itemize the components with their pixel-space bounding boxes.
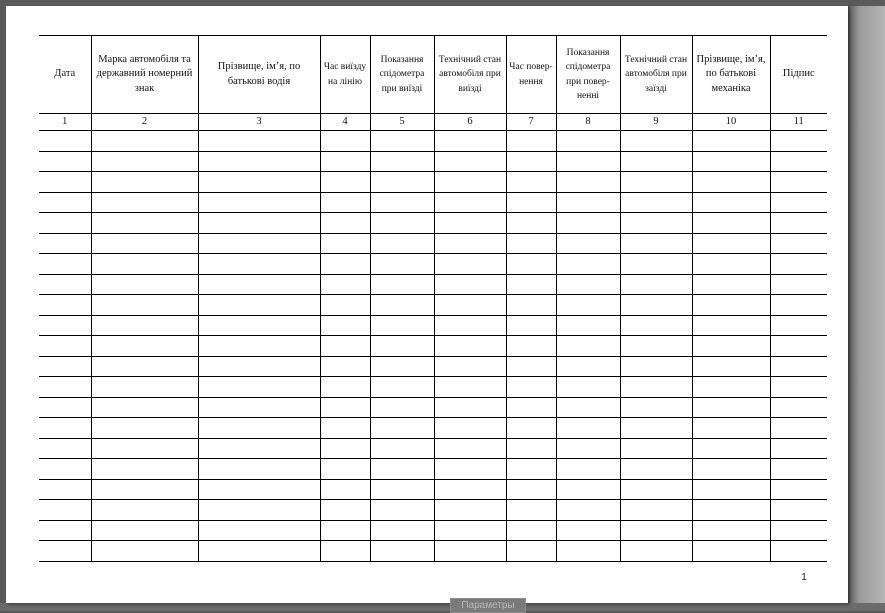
table-cell — [39, 233, 91, 254]
table-cell — [39, 213, 91, 234]
table-cell — [434, 274, 506, 295]
table-cell — [692, 356, 770, 377]
table-cell — [434, 254, 506, 275]
table-cell — [620, 418, 692, 439]
table-cell — [434, 295, 506, 316]
table-cell — [91, 213, 198, 234]
table-cell — [434, 397, 506, 418]
table-cell — [370, 459, 434, 480]
table-cell — [556, 295, 620, 316]
table-cell — [198, 520, 320, 541]
table-row — [39, 192, 827, 213]
table-cell — [692, 172, 770, 193]
table-cell — [198, 500, 320, 521]
column-number: 5 — [370, 114, 434, 131]
table-cell — [556, 479, 620, 500]
table-cell — [770, 254, 827, 275]
table-cell — [39, 500, 91, 521]
table-cell — [620, 233, 692, 254]
table-row — [39, 336, 827, 357]
table-cell — [91, 131, 198, 152]
table-cell — [370, 131, 434, 152]
table-cell — [692, 500, 770, 521]
table-row — [39, 418, 827, 439]
table-cell — [556, 397, 620, 418]
table-row — [39, 131, 827, 152]
table-cell — [198, 418, 320, 439]
column-number: 11 — [770, 114, 827, 131]
column-header-condition-return: Технічний стан автомобіля при заїзді — [620, 36, 692, 114]
table-cell — [620, 192, 692, 213]
table-cell — [198, 377, 320, 398]
table-cell — [506, 397, 556, 418]
column-number: 6 — [434, 114, 506, 131]
table-cell — [692, 274, 770, 295]
document-page — [6, 6, 848, 603]
table-cell — [506, 315, 556, 336]
table-cell — [198, 295, 320, 316]
table-cell — [370, 233, 434, 254]
table-cell — [506, 172, 556, 193]
table-cell — [770, 479, 827, 500]
table-cell — [620, 213, 692, 234]
table-row — [39, 438, 827, 459]
column-number: 2 — [91, 114, 198, 131]
table-cell — [692, 151, 770, 172]
table-cell — [91, 172, 198, 193]
table-cell — [39, 254, 91, 275]
table-cell — [692, 397, 770, 418]
table-cell — [770, 295, 827, 316]
table-cell — [770, 520, 827, 541]
table-cell — [692, 459, 770, 480]
table-cell — [434, 541, 506, 562]
table-cell — [320, 233, 370, 254]
table-cell — [556, 151, 620, 172]
table-cell — [556, 377, 620, 398]
table-cell — [620, 479, 692, 500]
table-cell — [320, 131, 370, 152]
table-cell — [506, 356, 556, 377]
table-row — [39, 213, 827, 234]
table-cell — [370, 377, 434, 398]
table-row — [39, 541, 827, 562]
table-cell — [506, 336, 556, 357]
table-cell — [770, 500, 827, 521]
table-cell — [198, 397, 320, 418]
table-cell — [692, 541, 770, 562]
table-cell — [91, 295, 198, 316]
table-cell — [39, 520, 91, 541]
table-cell — [692, 336, 770, 357]
table-cell — [506, 500, 556, 521]
table-cell — [434, 459, 506, 480]
table-cell — [556, 233, 620, 254]
table-cell — [198, 233, 320, 254]
table-cell — [556, 192, 620, 213]
table-cell — [770, 541, 827, 562]
table-cell — [370, 438, 434, 459]
column-header-date: Дата — [39, 36, 91, 114]
table-cell — [198, 254, 320, 275]
table-cell — [620, 254, 692, 275]
table-cell — [320, 397, 370, 418]
table-cell — [320, 356, 370, 377]
table-cell — [320, 520, 370, 541]
table-cell — [320, 541, 370, 562]
table-cell — [91, 315, 198, 336]
table-cell — [692, 315, 770, 336]
table-row — [39, 274, 827, 295]
table-cell — [39, 397, 91, 418]
parameters-label[interactable]: Параметры — [450, 598, 526, 613]
table-cell — [620, 131, 692, 152]
table-cell — [434, 520, 506, 541]
table-cell — [506, 479, 556, 500]
table-cell — [320, 151, 370, 172]
table-row — [39, 520, 827, 541]
table-cell — [198, 192, 320, 213]
table-cell — [556, 418, 620, 439]
table-cell — [320, 172, 370, 193]
table-cell — [370, 336, 434, 357]
table-cell — [91, 459, 198, 480]
table-cell — [198, 356, 320, 377]
column-header-condition-departure: Технічний стан автомобіля при виїзді — [434, 36, 506, 114]
column-number: 10 — [692, 114, 770, 131]
table-cell — [692, 418, 770, 439]
table-cell — [39, 274, 91, 295]
table-cell — [770, 233, 827, 254]
table-cell — [91, 520, 198, 541]
table-cell — [770, 438, 827, 459]
table-cell — [770, 213, 827, 234]
table-cell — [370, 151, 434, 172]
table-cell — [620, 356, 692, 377]
table-cell — [320, 254, 370, 275]
column-number: 8 — [556, 114, 620, 131]
table-cell — [320, 500, 370, 521]
table-cell — [39, 172, 91, 193]
table-cell — [692, 479, 770, 500]
table-cell — [770, 397, 827, 418]
table-cell — [692, 438, 770, 459]
table-row — [39, 479, 827, 500]
table-cell — [91, 233, 198, 254]
table-cell — [320, 336, 370, 357]
table-row — [39, 315, 827, 336]
table-cell — [320, 459, 370, 480]
table-cell — [692, 192, 770, 213]
table-row — [39, 151, 827, 172]
table-cell — [556, 541, 620, 562]
table-cell — [370, 274, 434, 295]
table-cell — [91, 479, 198, 500]
table-cell — [770, 377, 827, 398]
column-number: 4 — [320, 114, 370, 131]
table-cell — [692, 520, 770, 541]
table-cell — [91, 418, 198, 439]
table-cell — [434, 213, 506, 234]
table-cell — [434, 131, 506, 152]
table-cell — [556, 336, 620, 357]
table-cell — [370, 254, 434, 275]
table-cell — [434, 315, 506, 336]
table-cell — [370, 172, 434, 193]
table-cell — [692, 233, 770, 254]
table-cell — [434, 356, 506, 377]
table-cell — [620, 459, 692, 480]
table-cell — [198, 479, 320, 500]
table-cell — [370, 315, 434, 336]
table-cell — [39, 131, 91, 152]
table-cell — [39, 192, 91, 213]
table-cell — [39, 438, 91, 459]
table-cell — [320, 418, 370, 439]
column-header-signature: Підпис — [770, 36, 827, 114]
vehicle-log-table — [39, 35, 827, 562]
table-cell — [506, 254, 556, 275]
column-header-return-time: Час повер-нення — [506, 36, 556, 114]
table-cell — [692, 254, 770, 275]
table-cell — [506, 233, 556, 254]
table-cell — [620, 377, 692, 398]
table-cell — [620, 397, 692, 418]
table-cell — [556, 274, 620, 295]
table-cell — [506, 459, 556, 480]
table-cell — [39, 151, 91, 172]
table-cell — [198, 131, 320, 152]
table-cell — [770, 356, 827, 377]
column-header-odometer-return: Показання спідометра при повер-ненні — [556, 36, 620, 114]
table-cell — [91, 500, 198, 521]
table-cell — [434, 479, 506, 500]
table-row — [39, 500, 827, 521]
table-cell — [91, 336, 198, 357]
table-cell — [198, 459, 320, 480]
table-cell — [556, 500, 620, 521]
table-cell — [770, 172, 827, 193]
table-cell — [91, 192, 198, 213]
table-row — [39, 254, 827, 275]
table-header-row — [39, 36, 827, 114]
column-header-odometer-departure: Показання спідометра при виїзді — [370, 36, 434, 114]
table-cell — [370, 356, 434, 377]
table-cell — [506, 274, 556, 295]
table-cell — [692, 213, 770, 234]
table-cell — [692, 377, 770, 398]
table-cell — [39, 315, 91, 336]
workspace-background-right — [848, 6, 885, 611]
table-cell — [506, 151, 556, 172]
table-row — [39, 233, 827, 254]
table-cell — [620, 172, 692, 193]
table-cell — [320, 315, 370, 336]
table-cell — [39, 356, 91, 377]
table-cell — [506, 438, 556, 459]
table-cell — [370, 520, 434, 541]
table-cell — [370, 418, 434, 439]
table-cell — [620, 274, 692, 295]
table-cell — [198, 315, 320, 336]
column-number: 1 — [39, 114, 91, 131]
table-cell — [770, 336, 827, 357]
table-cell — [556, 254, 620, 275]
column-number: 7 — [506, 114, 556, 131]
table-cell — [370, 397, 434, 418]
table-cell — [770, 131, 827, 152]
table-cell — [198, 274, 320, 295]
table-cell — [770, 418, 827, 439]
table-cell — [91, 541, 198, 562]
table-cell — [770, 151, 827, 172]
table-cell — [198, 172, 320, 193]
table-cell — [620, 500, 692, 521]
table-cell — [620, 315, 692, 336]
table-cell — [770, 459, 827, 480]
table-cell — [198, 213, 320, 234]
workspace-background-bottom — [0, 603, 885, 611]
table-cell — [556, 520, 620, 541]
table-cell — [620, 438, 692, 459]
table-cell — [39, 336, 91, 357]
table-cell — [198, 336, 320, 357]
table-cell — [320, 295, 370, 316]
table-cell — [556, 131, 620, 152]
table-cell — [434, 377, 506, 398]
table-cell — [620, 541, 692, 562]
table-cell — [370, 213, 434, 234]
table-cell — [556, 172, 620, 193]
table-cell — [39, 479, 91, 500]
table-cell — [91, 151, 198, 172]
table-cell — [320, 192, 370, 213]
table-row — [39, 356, 827, 377]
table-cell — [556, 315, 620, 336]
table-row — [39, 397, 827, 418]
table-cell — [506, 377, 556, 398]
table-cell — [620, 520, 692, 541]
column-number-row — [39, 114, 827, 131]
table-cell — [620, 336, 692, 357]
table-cell — [506, 213, 556, 234]
table-cell — [434, 233, 506, 254]
table-cell — [506, 295, 556, 316]
table-cell — [320, 274, 370, 295]
column-header-driver-name: Прізвище, ім’я, по батькові водія — [198, 36, 320, 114]
table-cell — [39, 295, 91, 316]
table-cell — [39, 377, 91, 398]
table-cell — [434, 500, 506, 521]
table-cell — [620, 295, 692, 316]
table-cell — [320, 213, 370, 234]
table-cell — [434, 172, 506, 193]
table-cell — [91, 438, 198, 459]
table-cell — [434, 151, 506, 172]
table-cell — [506, 131, 556, 152]
table-row — [39, 295, 827, 316]
table-cell — [91, 254, 198, 275]
table-cell — [506, 418, 556, 439]
table-cell — [434, 438, 506, 459]
table-cell — [91, 377, 198, 398]
table-row — [39, 377, 827, 398]
table-cell — [39, 459, 91, 480]
table-cell — [320, 479, 370, 500]
table-cell — [434, 336, 506, 357]
table-row — [39, 459, 827, 480]
table-cell — [91, 274, 198, 295]
table-cell — [770, 274, 827, 295]
table-cell — [434, 418, 506, 439]
column-number: 9 — [620, 114, 692, 131]
page-number: 1 — [801, 572, 807, 583]
table-cell — [39, 418, 91, 439]
table-cell — [91, 356, 198, 377]
table-cell — [198, 438, 320, 459]
table-cell — [370, 192, 434, 213]
table-cell — [556, 213, 620, 234]
table-cell — [198, 151, 320, 172]
column-number: 3 — [198, 114, 320, 131]
table-cell — [556, 356, 620, 377]
table-row — [39, 172, 827, 193]
table-cell — [370, 295, 434, 316]
table-cell — [506, 192, 556, 213]
table-cell — [556, 459, 620, 480]
table-cell — [434, 192, 506, 213]
table-cell — [692, 295, 770, 316]
table-cell — [370, 500, 434, 521]
table-cell — [506, 541, 556, 562]
table-cell — [198, 541, 320, 562]
table-cell — [770, 192, 827, 213]
column-header-departure-time: Час виїзду на лінію — [320, 36, 370, 114]
table-cell — [320, 438, 370, 459]
table-cell — [506, 520, 556, 541]
table-cell — [770, 315, 827, 336]
table-cell — [620, 151, 692, 172]
table-cell — [692, 131, 770, 152]
table-cell — [91, 397, 198, 418]
column-header-mechanic-name: Прізвище, ім’я, по батькові механіка — [692, 36, 770, 114]
column-header-car-brand-plate: Марка автомобіля та державний номерний знак — [91, 36, 198, 114]
table-cell — [320, 377, 370, 398]
table-cell — [39, 541, 91, 562]
table-cell — [370, 541, 434, 562]
table-cell — [556, 438, 620, 459]
table-cell — [370, 479, 434, 500]
